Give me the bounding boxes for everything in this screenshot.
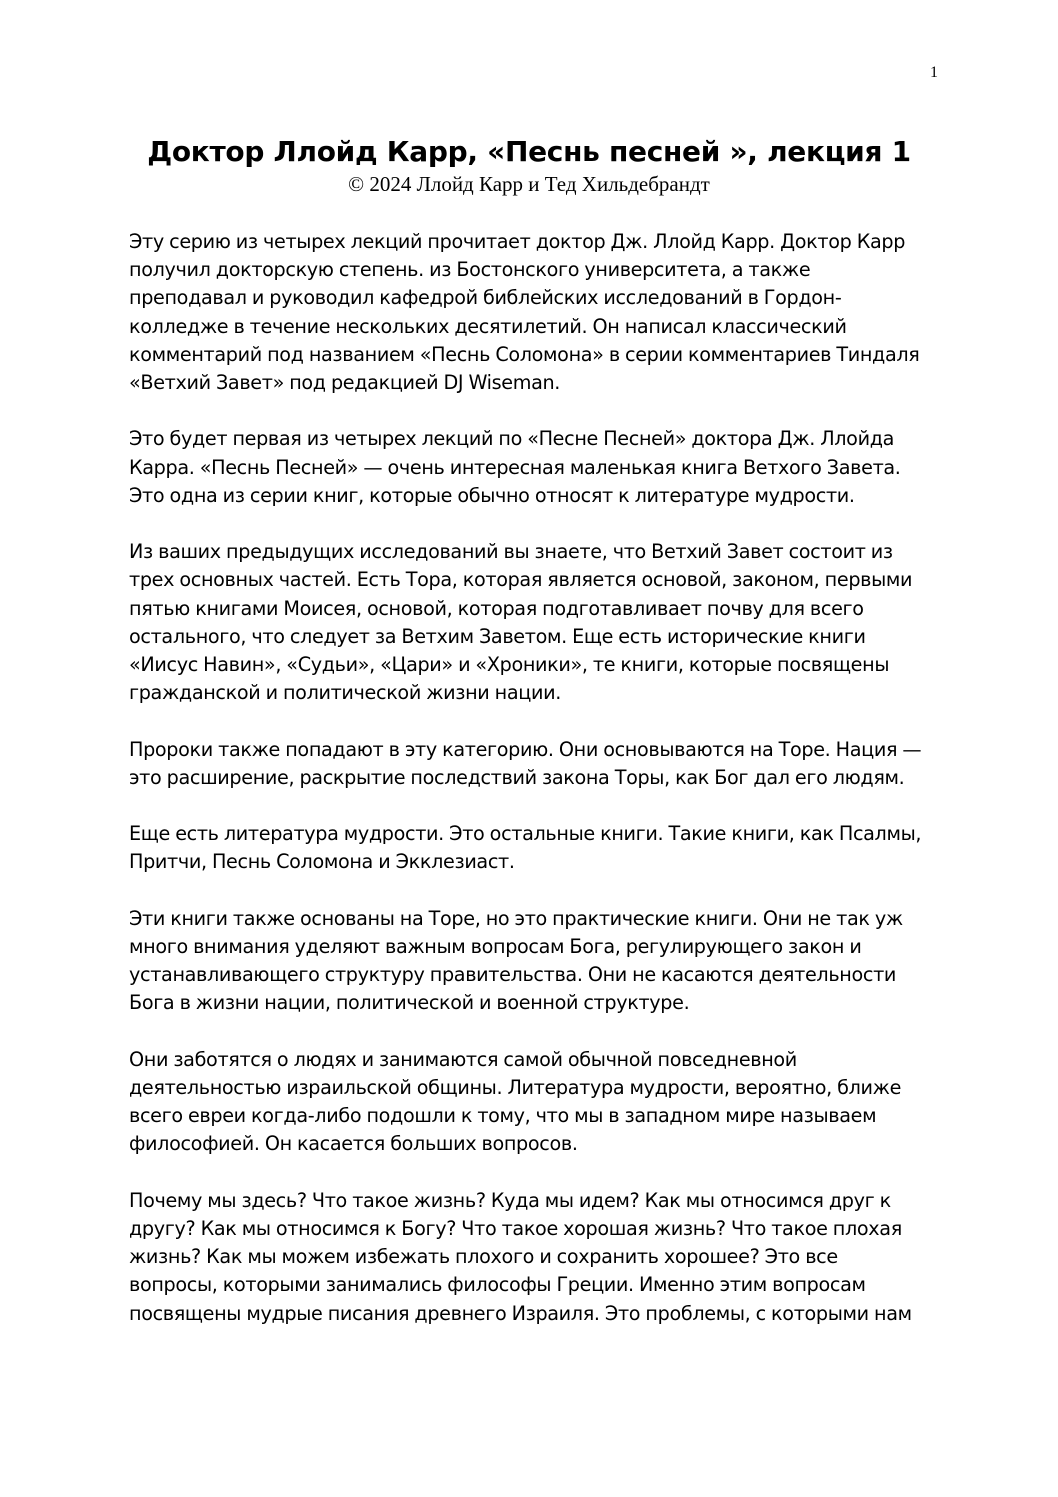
paragraph-6: Эти книги также основаны на Торе, но это практические книги. Они не так уж много внимания уделяют важным вопросам Бога, регулирующего закон и устанавливающего структуру правительства. Они не касаются деятельности Бога в жизни нации, политической и военной структуре. xyxy=(129,906,903,1015)
paragraph-4: Пророки также попадают в эту категорию. Они основываются на Торе. Нация — это расширение, раскрытие последствий закона Торы, как Бог дал его людям. xyxy=(129,737,922,789)
copyright-line: © 2024 Ллойд Карр и Тед Хильдебрандт xyxy=(348,172,710,196)
paragraph-3: Из ваших предыдущих исследований вы знаете, что Ветхий Завет состоит из трех основных частей. Есть Тора, которая является основой, законом, первыми пятью книгами Моисея, основой, которая подготавливает почву для всего остального, что следует за Ветхим Заветом. Еще есть исторические книги «Иисус Навин», «Судьи», «Цари» и «Хроники», те книги, которые посвящены гражданской и политической жизни нации. xyxy=(129,540,913,705)
paragraph-2: Это будет первая из четырех лекций по «Песне Песней» доктора Дж. Ллойда Карра. «Песнь Песней» — очень интересная маленькая книга Ветхого Завета. Это одна из серии книг, которые обычно относят к литературе мудрости. xyxy=(129,427,901,507)
page-number: 1 xyxy=(930,64,938,81)
document-title: Доктор Ллойд Карр, «Песнь песней », лекция 1 xyxy=(147,135,911,168)
document-body xyxy=(129,228,929,1356)
paragraph-5: Еще есть литература мудрости. Это остальные книги. Такие книги, как Псалмы, Притчи, Песнь Соломона и Экклезиаст. xyxy=(129,822,922,874)
paragraph-7: Они заботятся о людях и занимаются самой обычной повседневной деятельностью израильской общины. Литература мудрости, вероятно, ближе всего евреи когда-либо подошли к тому, что мы в западном мире называем философией. Он касается больших вопросов. xyxy=(129,1047,902,1156)
paragraph-8: Почему мы здесь? Что такое жизнь? Куда мы идем? Как мы относимся друг к другу? Как мы относимся к Богу? Что такое хорошая жизнь? Что такое плохая жизнь? Как мы можем избежать плохого и сохранить хорошее? Это все вопросы, которыми занимались философы Греции. Именно этим вопросам посвящены мудрые писания древнего Израиля. Это проблемы, с которыми нам xyxy=(129,1188,912,1325)
paragraph-1: Эту серию из четырех лекций прочитает доктор Дж. Ллойд Карр. Доктор Карр получил докторскую степень. из Бостонского университета, а также преподавал и руководил кафедрой библейских исследований в Гордон-колледже в течение нескольких десятилетий. Он написал классический комментарий под названием «Песнь Соломона» в серии комментариев Тиндаля «Ветхий Завет» под редакцией DJ Wiseman. xyxy=(129,230,920,395)
